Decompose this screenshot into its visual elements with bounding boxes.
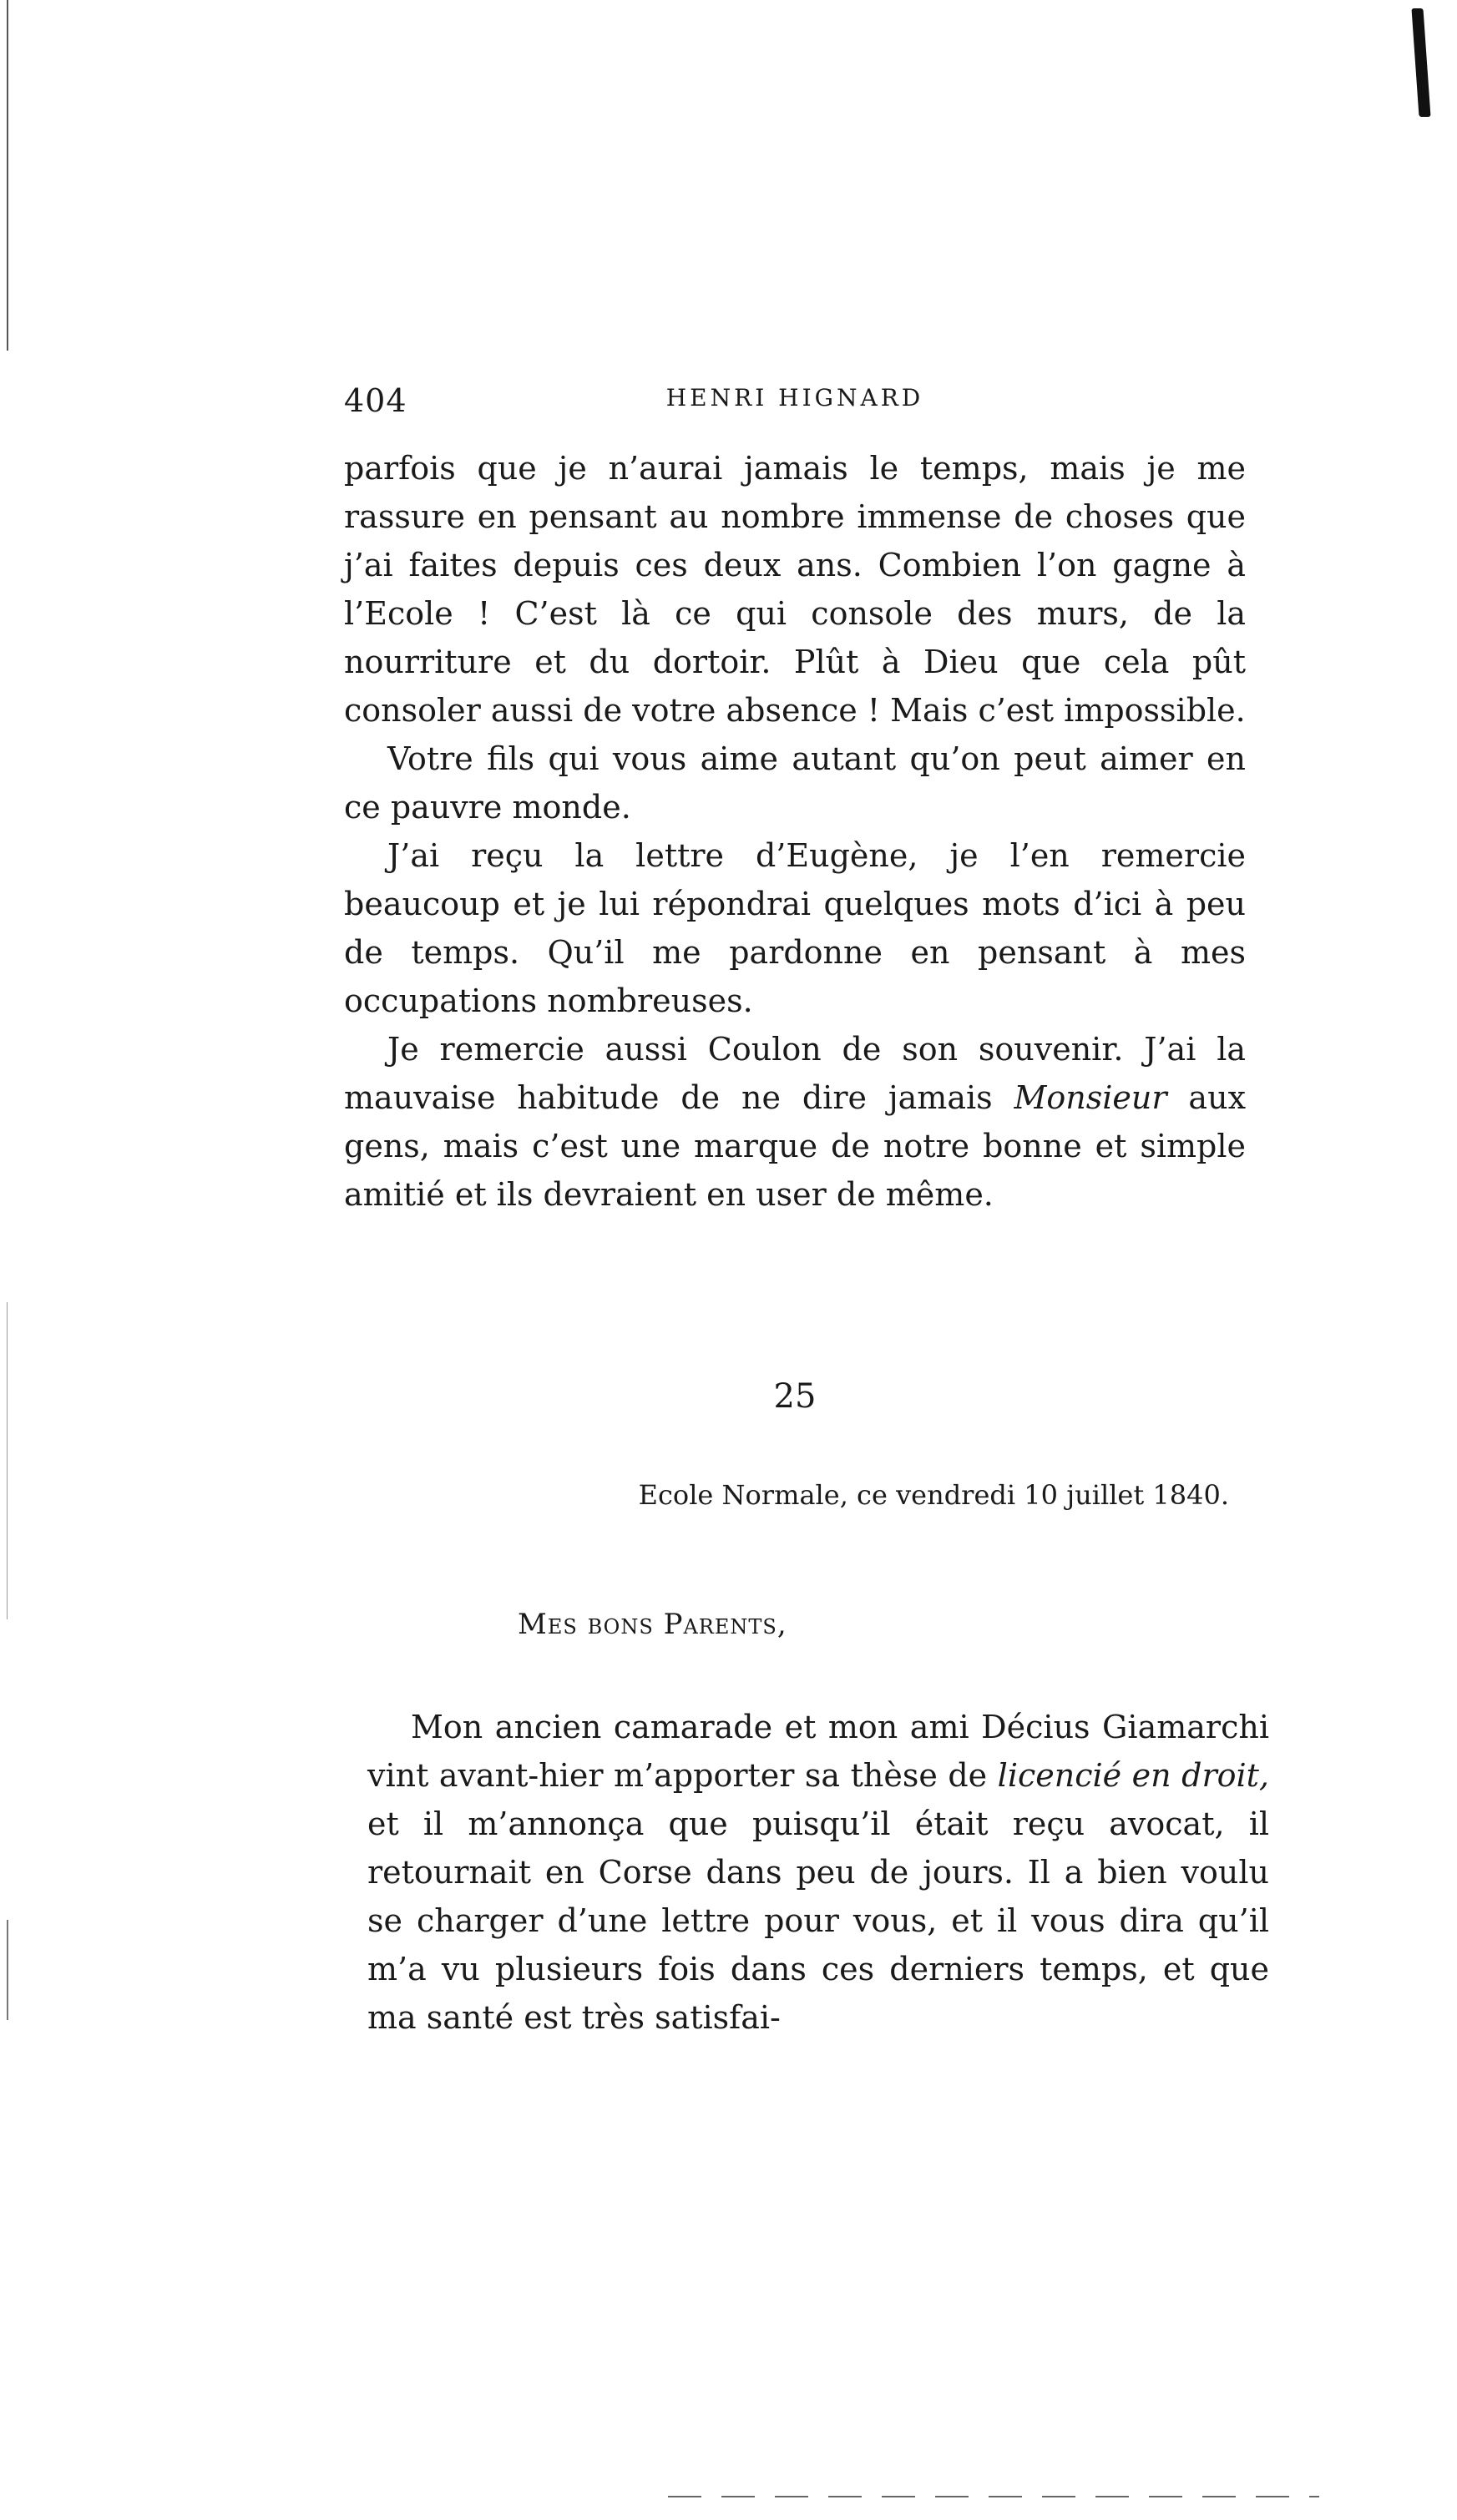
scan-edge-line bbox=[7, 0, 8, 351]
letter-salutation: Mes bons Parents, bbox=[518, 1608, 787, 1641]
scan-edge-line bbox=[7, 1302, 8, 1619]
paragraph: Votre fils qui vous aime autant qu’on peut aimer en ce pauvre monde. bbox=[344, 740, 1246, 826]
paragraph: parfois que je n’aurai jamais le temps, mais je me rassure en pensant au nombre immense de choses que j’ai faites depuis ces deux ans. Combien l’on gagne à l’Ecole ! C’est là ce qui console des murs, de la nourriture et du dortoir. Plût à Dieu que cela pût consoler aussi de votre absence ! Mais c’est impossible. bbox=[344, 450, 1246, 729]
scan-edge-line bbox=[7, 1920, 8, 2020]
previous-letter-continuation bbox=[344, 444, 1246, 1219]
text-run: aux gens, mais c’est une marque de notre bonne et simple amitié et ils devraient en user de même. bbox=[344, 1079, 1246, 1213]
page-number: 404 bbox=[344, 382, 407, 419]
paragraph bbox=[367, 1703, 1269, 2042]
letter-number: 25 bbox=[773, 1377, 817, 1416]
running-head bbox=[344, 382, 1246, 424]
paragraph: J’ai reçu la lettre d’Eugène, je l’en remercie beaucoup et je lui répondrai quelques mots d’ici à peu de temps. Qu’il me pardonne en pensant à mes occupations nombreuses. bbox=[344, 837, 1246, 1019]
letter-body bbox=[367, 1703, 1269, 2042]
italic-text: Monsieur bbox=[1014, 1079, 1167, 1116]
text-run: Mon ancien camarade et mon ami Décius Giamarchi vint avant-hier m’apporter sa thèse de bbox=[367, 1709, 1269, 1794]
paragraph bbox=[344, 1025, 1246, 1219]
running-title: HENRI HIGNARD bbox=[665, 384, 924, 412]
text-run: et il m’annonça que puisqu’il était reçu avocat, il retournait en Corse dans peu de jours. Il a bien voulu se charger d’une lettre pour vous, et il vous dira qu’il m’a vu plusieurs fois dans ces derniers temps, et que ma santé est très satisfai- bbox=[367, 1805, 1269, 2036]
letter-dateline: Ecole Normale, ce vendredi 10 juillet 1840. bbox=[638, 1479, 1229, 1511]
scan-bottom-dashes bbox=[668, 2496, 1319, 2497]
scan-corner-mark bbox=[1411, 8, 1430, 117]
text-run: Je remercie aussi Coulon de son souvenir. J’ai la mauvaise habitude de ne dire jamais bbox=[344, 1031, 1246, 1116]
italic-text: licencié en droit, bbox=[997, 1757, 1270, 1794]
